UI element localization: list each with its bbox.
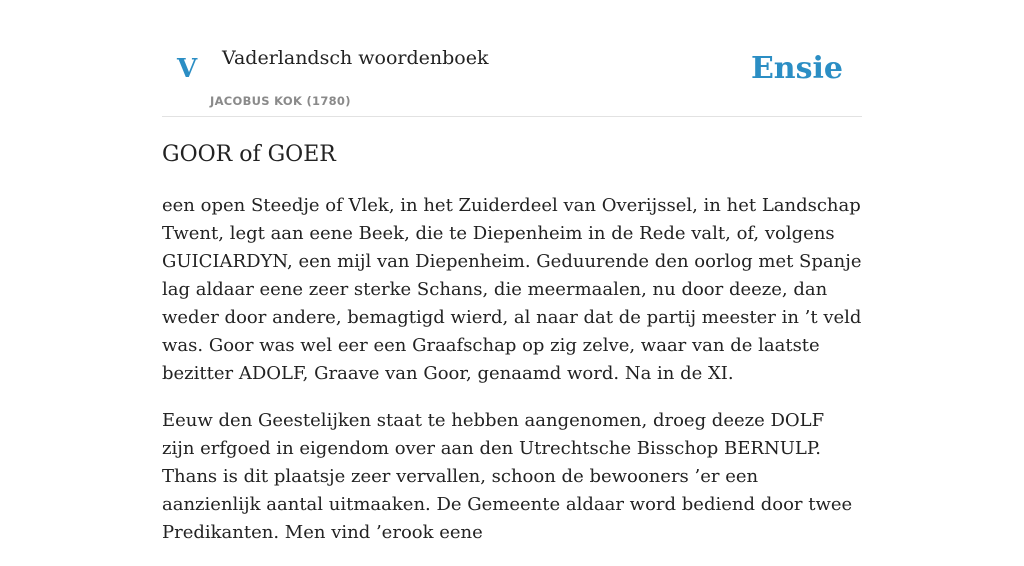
entry-paragraph: Eeuw den Geestelijken staat te hebben aangenomen, droeg deeze DOLF zijn erfgoed in eigendom over aan den Utrechtsche Bisschop BERNULP. Thans is dit plaatsje zeer vervallen, schoon de bewooners ’er een aanzienlijk aantal uitmaaken. De Gemeente aldaar word bediend door twee Predikanten. Men vind ’erook eene <box>162 410 853 543</box>
book-header <box>162 0 862 117</box>
ensie-logo-link[interactable]: Ensie <box>750 51 843 86</box>
book-author: JACOBUS KOK (1780) <box>210 94 351 108</box>
book-title-link[interactable]: Vaderlandsch woordenboek <box>222 47 489 69</box>
entry-body <box>162 192 862 566</box>
book-letter-icon: V <box>177 54 198 84</box>
entry-title: GOOR of GOER <box>162 142 336 167</box>
entry-paragraph: een open Steedje of Vlek, in het Zuiderdeel van Overijssel, in het Landschap Twent, legt aan eene Beek, die te Diepenheim in de Rede valt, of, volgens GUICIARDYN, een mijl van Diepenheim. Geduurende den oorlog met Spanje lag aldaar eene zeer sterke Schans, die meermaalen, nu door deeze, dan weder door andere, bemagtigd wierd, al naar dat de partij meester in ’t veld was. Goor was wel eer een Graafschap op zig zelve, waar van de laatste bezitter ADOLF, Graave van Goor, genaamd word. Na in de XI. <box>162 195 862 384</box>
